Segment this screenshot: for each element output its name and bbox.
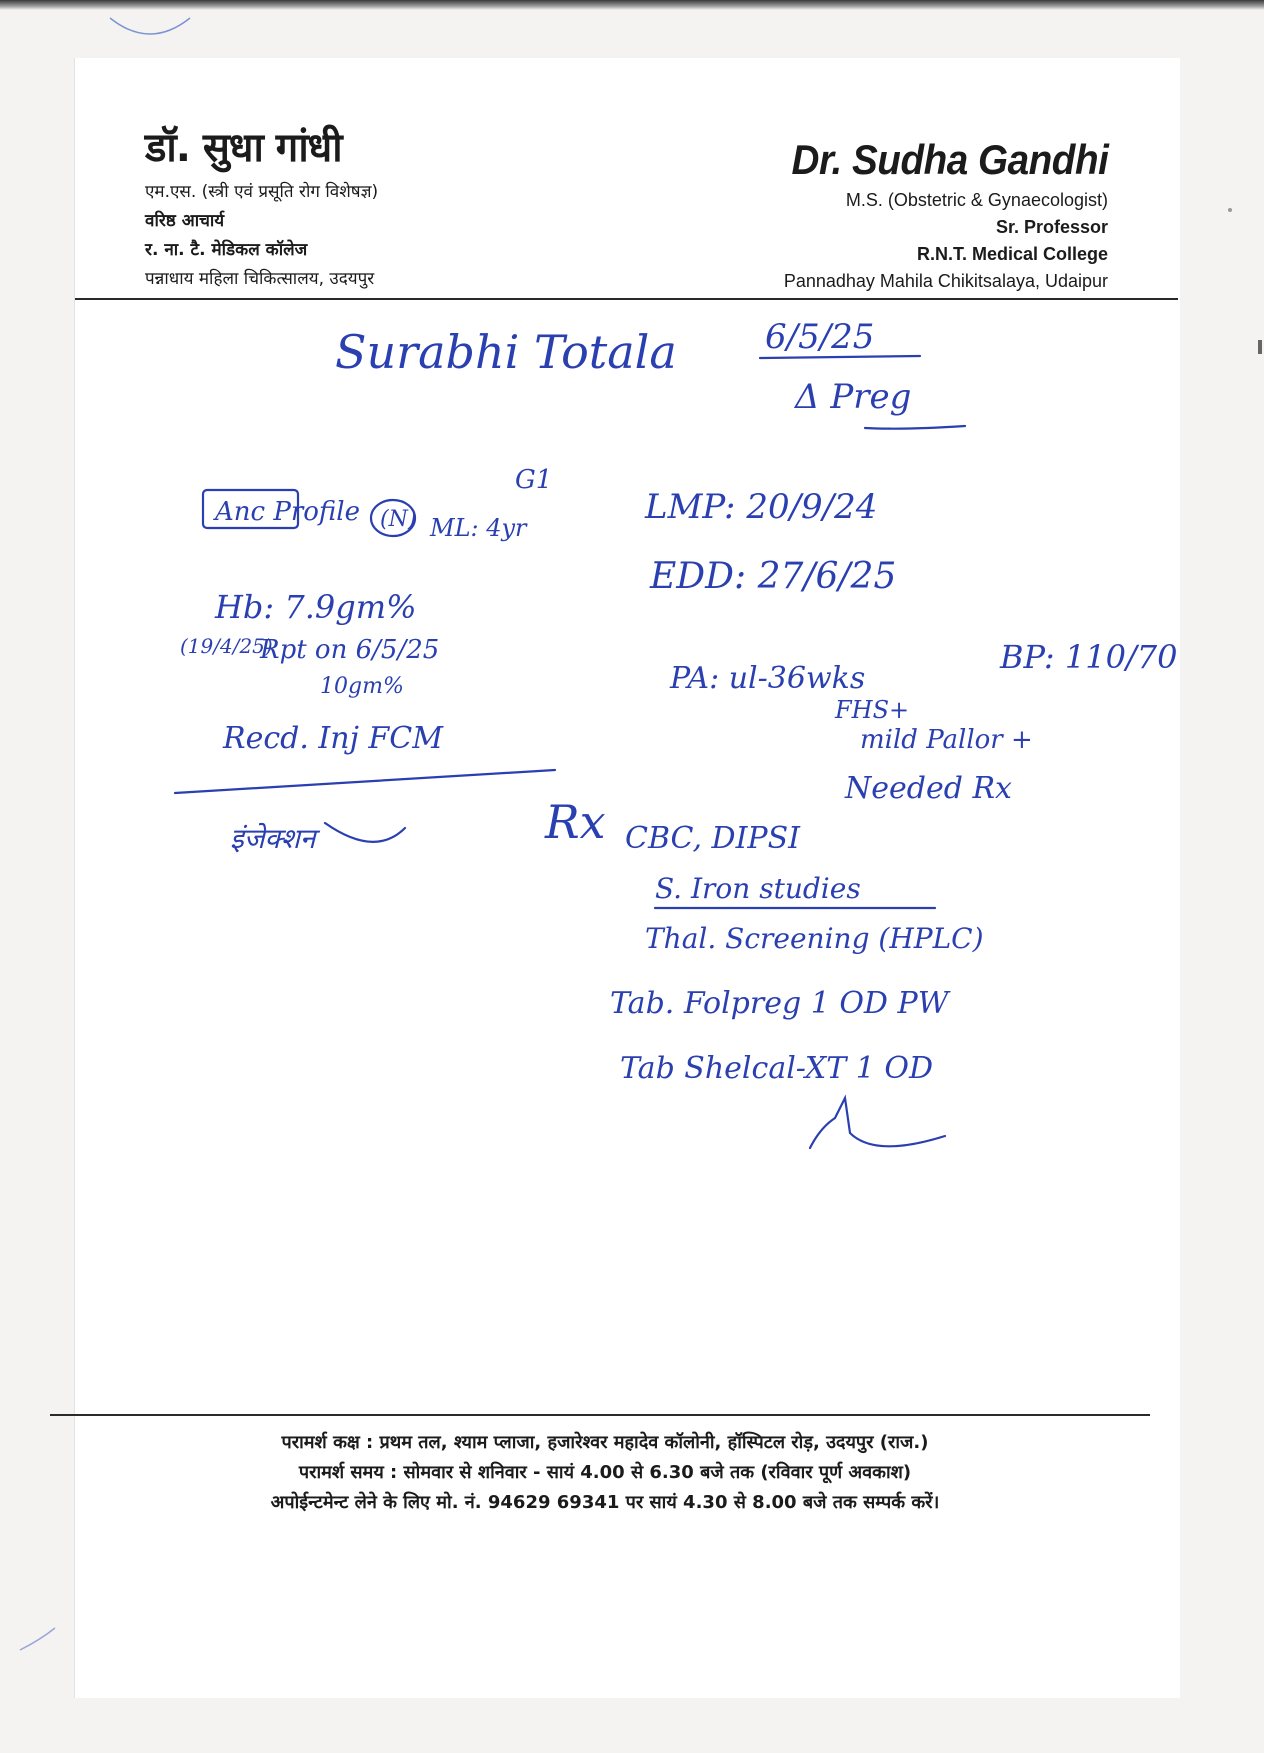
consultation-room: परामर्श कक्ष : प्रथम तल, श्याम प्लाजा, हजारेश्वर महादेव कॉलोनी, हॉस्पिटल रोड़, उदयपुर (राज.) xyxy=(281,1432,929,1453)
visit-date: 6/5/25 xyxy=(765,317,875,357)
blood-pressure: BP: 110/70 xyxy=(1000,638,1178,676)
fetal-heart-sound: FHS+ xyxy=(835,696,910,724)
college-english: R.N.T. Medical College xyxy=(916,244,1108,264)
complaint: Δ Preg xyxy=(795,377,912,417)
designation-english: Sr. Professor xyxy=(995,217,1108,237)
signature xyxy=(810,1098,945,1148)
hb-date: (19/4/25) xyxy=(180,634,273,658)
consultation-hours: परामर्श समय : सोमवार से शनिवार - सायं 4.00 से 6.30 बजे तक (रविवार पूर्ण अवकाश) xyxy=(298,1462,912,1483)
plan-cbc: CBC, DIPSI xyxy=(625,821,801,856)
hospital-hindi: पन्नाधाय महिला चिकित्सालय, उदयपुर xyxy=(145,269,375,289)
received-injection: Recd. Inj FCM xyxy=(223,721,443,756)
hindi-note-stroke xyxy=(325,823,405,842)
plan-shelcal: Tab Shelcal-XT 1 OD xyxy=(620,1051,934,1086)
anc-profile: Anc Profile xyxy=(215,497,360,527)
repeat-hb: Rpt on 6/5/25 xyxy=(260,635,440,665)
hindi-note: इंजेक्शन xyxy=(230,822,316,855)
college-hindi: र. ना. टै. मेडिकल कॉलेज xyxy=(145,240,308,260)
repeat-hb-value: 10gm% xyxy=(320,674,404,699)
prescription-sheet xyxy=(75,58,1180,1698)
plan-thal: Thal. Screening (HPLC) xyxy=(645,922,984,955)
pallor: mild Pallor + xyxy=(860,725,1033,755)
footer-divider xyxy=(50,1414,1150,1416)
plan-folpreg: Tab. Folpreg 1 OD PW xyxy=(610,986,949,1021)
gravida: G1 xyxy=(515,465,553,495)
scan-edge xyxy=(0,0,1264,10)
history-divider xyxy=(175,770,555,793)
hospital-english: Pannadhay Mahila Chikitsalaya, Udaipur xyxy=(783,271,1108,291)
qualification-english: M.S. (Obstetric & Gynaecologist) xyxy=(845,190,1108,210)
anc-normal: (N) xyxy=(380,507,417,532)
complaint-underline xyxy=(865,426,965,429)
rx-symbol: Rx xyxy=(545,795,606,849)
needed-rx: Needed Rx xyxy=(845,771,1012,806)
qualification-hindi: एम.एस. (स्त्री एवं प्रसूति रोग विशेषज्ञ) xyxy=(145,182,379,202)
per-abdomen: PA: ul-36wks xyxy=(670,661,866,696)
doctor-name-english: Dr. Sudha Gandhi xyxy=(791,136,1108,183)
footer xyxy=(75,1430,1135,1520)
lmp: LMP: 20/9/24 xyxy=(645,487,878,527)
designation-hindi: वरिष्ठ आचार्य xyxy=(145,211,225,231)
doctor-name-hindi: डॉ. सुधा गांधी xyxy=(145,125,342,171)
patient-name: Surabhi Totala xyxy=(335,325,677,379)
plan-iron: S. Iron studies xyxy=(655,872,861,905)
marital-life: ML: 4yr xyxy=(430,514,527,542)
appointment-info: अपोईन्टमेन्ट लेने के लिए मो. नं. 94629 69341 पर सायं 4.30 से 8.00 बजे तक सम्पर्क करें। xyxy=(270,1492,940,1513)
edd: EDD: 27/6/25 xyxy=(650,556,897,597)
hemoglobin: Hb: 7.9gm% xyxy=(215,588,417,626)
